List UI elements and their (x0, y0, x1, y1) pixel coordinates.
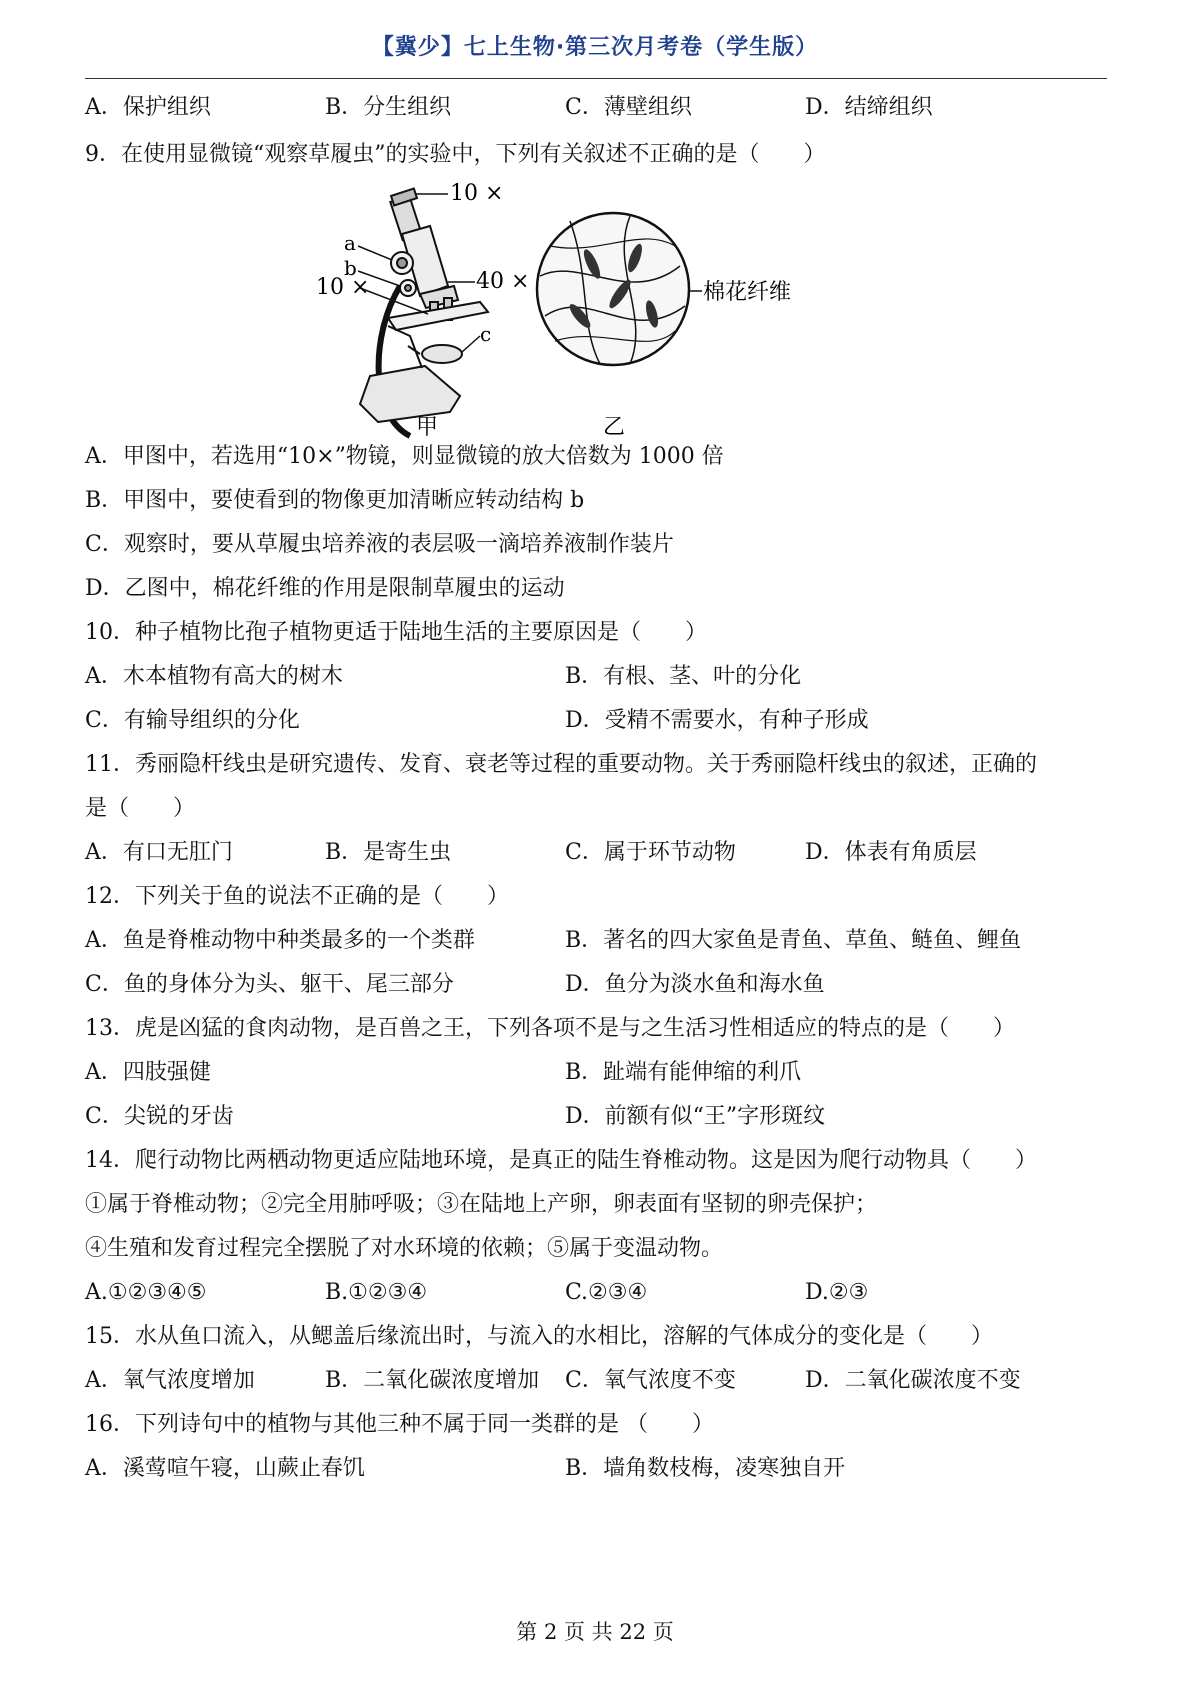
q13-option-b: B．趾端有能伸缩的利爪 (565, 1060, 802, 1085)
q14-stem: 14．爬行动物比两栖动物更适应陆地环境，是真正的陆生脊椎动物。这是因为爬行动物具（ ） (85, 1148, 1037, 1173)
page-number-footer: 第 2 页 共 22 页 (516, 1620, 674, 1644)
label-objective-high: 40 × (476, 269, 530, 294)
q14-option-d: D.②③ (805, 1280, 869, 1305)
q12-option-c: C．鱼的身体分为头、躯干、尾三部分 (85, 972, 454, 997)
q9-option-a: A．甲图中，若选用“10×”物镜，则显微镜的放大倍数为 1000 倍 (85, 444, 724, 469)
q11-option-d: D．体表有角质层 (805, 840, 977, 865)
q11-option-c: C．属于环节动物 (565, 840, 736, 865)
q13-stem: 13．虎是凶猛的食肉动物，是百兽之王，下列各项不是与之生活习性相适应的特点的是（ ） (85, 1016, 1015, 1041)
field-of-view (537, 213, 689, 365)
q14-option-b: B.①②③④ (325, 1280, 428, 1305)
q11-option-b: B．是寄生虫 (325, 840, 452, 865)
q8-option-d: D．结缔组织 (805, 95, 933, 120)
figure-caption-jia: 甲 (416, 415, 439, 440)
page-header-title: 【冀少】七上生物·第三次月考卷（学生版） (371, 35, 819, 60)
q9-stem: 9．在使用显微镜“观察草履虫”的实验中，下列有关叙述不正确的是（ ） (85, 142, 826, 167)
label-cotton-fiber: 棉花纤维 (703, 280, 792, 305)
q8-option-c: C．薄壁组织 (565, 95, 692, 120)
q8-option-b: B．分生组织 (325, 95, 452, 120)
q12-option-a: A．鱼是脊椎动物中种类最多的一个类群 (85, 928, 475, 953)
q15-option-c: C．氧气浓度不变 (565, 1368, 736, 1393)
label-c: c (480, 322, 492, 346)
q15-option-a: A．氧气浓度增加 (85, 1368, 255, 1393)
q16-option-a: A．溪莺喧午寝，山蕨止春饥 (85, 1456, 365, 1481)
q9-option-c: C．观察时，要从草履虫培养液的表层吸一滴培养液制作装片 (85, 532, 674, 557)
q14-option-a: A.①②③④⑤ (85, 1280, 207, 1305)
label-b: b (344, 256, 357, 280)
q16-stem: 16．下列诗句中的植物与其他三种不属于同一类群的是 （ ） (85, 1412, 714, 1437)
q15-stem: 15．水从鱼口流入，从鳃盖后缘流出时，与流入的水相比，溶解的气体成分的变化是（ ） (85, 1324, 993, 1349)
figure-caption-yi: 乙 (603, 415, 626, 440)
header-rule (85, 78, 1107, 79)
q10-option-b: B．有根、茎、叶的分化 (565, 664, 802, 689)
microscope-figure (316, 181, 870, 446)
q9-option-d: D．乙图中，棉花纤维的作用是限制草履虫的运动 (85, 576, 565, 601)
q10-option-c: C．有输导组织的分化 (85, 708, 300, 733)
q13-option-d: D．前额有似“王”字形斑纹 (565, 1104, 826, 1129)
label-objective-low: 10 × (316, 275, 370, 300)
q16-option-b: B．墙角数枝梅，凌寒独自开 (565, 1456, 846, 1481)
q14-statements-line2: ④生殖和发育过程完全摆脱了对水环境的依赖；⑤属于变温动物。 (85, 1236, 724, 1261)
q13-option-a: A．四肢强健 (85, 1060, 211, 1085)
q12-option-b: B．著名的四大家鱼是青鱼、草鱼、鲢鱼、鲤鱼 (565, 928, 1022, 953)
q12-stem: 12．下列关于鱼的说法不正确的是（ ） (85, 884, 509, 909)
q15-option-d: D．二氧化碳浓度不变 (805, 1368, 1021, 1393)
q14-statements-line1: ①属于脊椎动物；②完全用肺呼吸；③在陆地上产卵，卵表面有坚韧的卵壳保护； (85, 1192, 878, 1217)
q9-option-b: B．甲图中，要使看到的物像更加清晰应转动结构 b (85, 488, 585, 513)
q10-stem: 10．种子植物比孢子植物更适于陆地生活的主要原因是（ ） (85, 620, 707, 645)
label-eyepiece-magnification: 10 × (450, 181, 504, 206)
q15-option-b: B．二氧化碳浓度增加 (325, 1368, 540, 1393)
q12-option-d: D．鱼分为淡水鱼和海水鱼 (565, 972, 825, 997)
q10-option-d: D．受精不需要水，有种子形成 (565, 708, 869, 733)
label-a: a (344, 231, 356, 255)
q10-option-a: A．木本植物有高大的树木 (85, 664, 343, 689)
q8-option-a: A．保护组织 (85, 95, 211, 120)
q11-option-a: A．有口无肛门 (85, 840, 233, 865)
q11-stem-line1: 11．秀丽隐杆线虫是研究遗传、发育、衰老等过程的重要动物。关于秀丽隐杆线虫的叙述，正确的 (85, 752, 1037, 777)
q14-option-c: C.②③④ (565, 1280, 648, 1305)
q13-option-c: C．尖锐的牙齿 (85, 1104, 234, 1129)
q11-stem-line2: 是（ ） (85, 796, 196, 821)
